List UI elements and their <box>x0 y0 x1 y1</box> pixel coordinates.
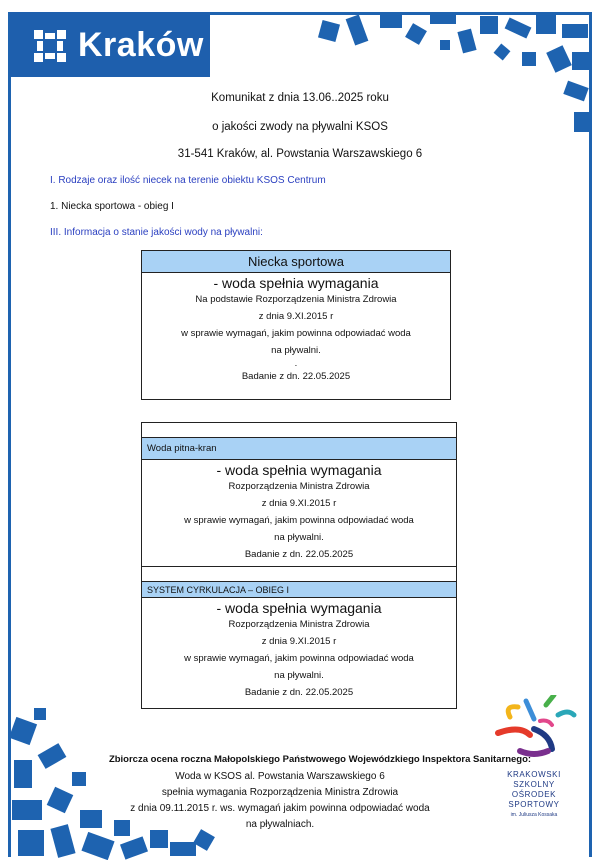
regulation-scope: w sprawie wymagań, jakim powinna odpowiadać woda <box>181 328 411 339</box>
communique-address: 31-541 Kraków, al. Powstania Warszawskiego 6 <box>177 148 423 160</box>
regulation-scope-end: na pływalni. <box>271 345 321 356</box>
regulation-scope-end: na pływalni. <box>274 532 324 543</box>
regulation-scope: w sprawie wymagań, jakim powinna odpowiadać woda <box>184 515 414 526</box>
ksos-logo-line: OŚRODEK <box>511 790 557 799</box>
annual-assessment-line: na pływalniach. <box>245 819 315 830</box>
section-1-title: I. Rodzaje oraz ilość niecek na terenie obiektu KSOS Centrum <box>50 175 326 186</box>
communique-subject: o jakości zwody na pływalni KSOS <box>212 121 388 133</box>
circulation-box-header: SYSTEM CYRKULACJA – OBIEG I <box>142 582 457 598</box>
box-header: Woda pitna-kran <box>142 438 457 460</box>
test-date: Badanie z dn. 22.05.2025 <box>244 687 354 698</box>
regulation-line: Na podstawie Rozporządzenia Ministra Zdrowia <box>195 294 397 305</box>
regulation-scope: w sprawie wymagań, jakim powinna odpowiadać woda <box>184 653 414 664</box>
krakow-logo-mark-icon <box>34 30 66 62</box>
water-status: - woda spełnia wymagania <box>213 275 379 291</box>
regulation-line: Rozporządzenia Ministra Zdrowia <box>228 481 370 492</box>
drinking-water-box <box>141 422 457 709</box>
ksos-logo-subtitle: im. Juliusza Kossaka <box>510 812 558 818</box>
ksos-logo-line: SPORTOWY <box>508 800 560 809</box>
annual-assessment-title: Zbiorcza ocena roczna Małopolskiego Państwowego Wojewódzkiego Inspektora Sanitarnego: <box>108 754 532 765</box>
regulation-date: z dnia 9.XI.2015 r <box>258 311 334 322</box>
regulation-scope-end: na pływalni. <box>274 670 324 681</box>
box-body <box>142 460 457 567</box>
test-date: Badanie z dn. 22.05.2025 <box>241 371 351 382</box>
regulation-date: z dnia 9.XI.2015 r <box>261 636 337 647</box>
regulation-line: Rozporządzenia Ministra Zdrowia <box>228 619 370 630</box>
regulation-date: z dnia 9.XI.2015 r <box>261 498 337 509</box>
circulation-box-body <box>142 598 457 709</box>
ksos-logo-line: SZKOLNY <box>513 780 555 789</box>
box-top-spacer <box>142 423 457 438</box>
ksos-logo-text <box>494 770 574 820</box>
water-status: - woda spełnia wymagania <box>216 600 382 616</box>
section-1-item: 1. Niecka sportowa - obieg I <box>50 201 174 212</box>
krakow-logo <box>10 12 210 77</box>
annual-assessment-line: spełnia wymagania Rozporządzenia Ministra Zdrowia <box>161 787 399 798</box>
water-status: - woda spełnia wymagania <box>216 462 382 478</box>
box-spacer <box>142 567 457 582</box>
communique-date: Komunikat z dnia 13.06..2025 roku <box>211 92 389 104</box>
ksos-logo-line: KRAKOWSKI <box>507 770 561 779</box>
box-body <box>142 273 451 400</box>
box-header: Niecka sportowa <box>142 251 451 273</box>
separator-dot: . <box>294 358 298 369</box>
logo-text: Kraków <box>78 26 204 64</box>
test-date: Badanie z dn. 22.05.2025 <box>244 549 354 560</box>
annual-assessment-line: z dnia 09.11.2015 r. ws. wymagań jakim powinna odpowiadać woda <box>130 803 430 814</box>
annual-assessment-line: Woda w KSOS al. Powstania Warszawskiego 6 <box>175 771 385 782</box>
pool-quality-box <box>141 250 451 400</box>
section-3-title: III. Informacja o stanie jakości wody na pływalni: <box>50 227 263 238</box>
